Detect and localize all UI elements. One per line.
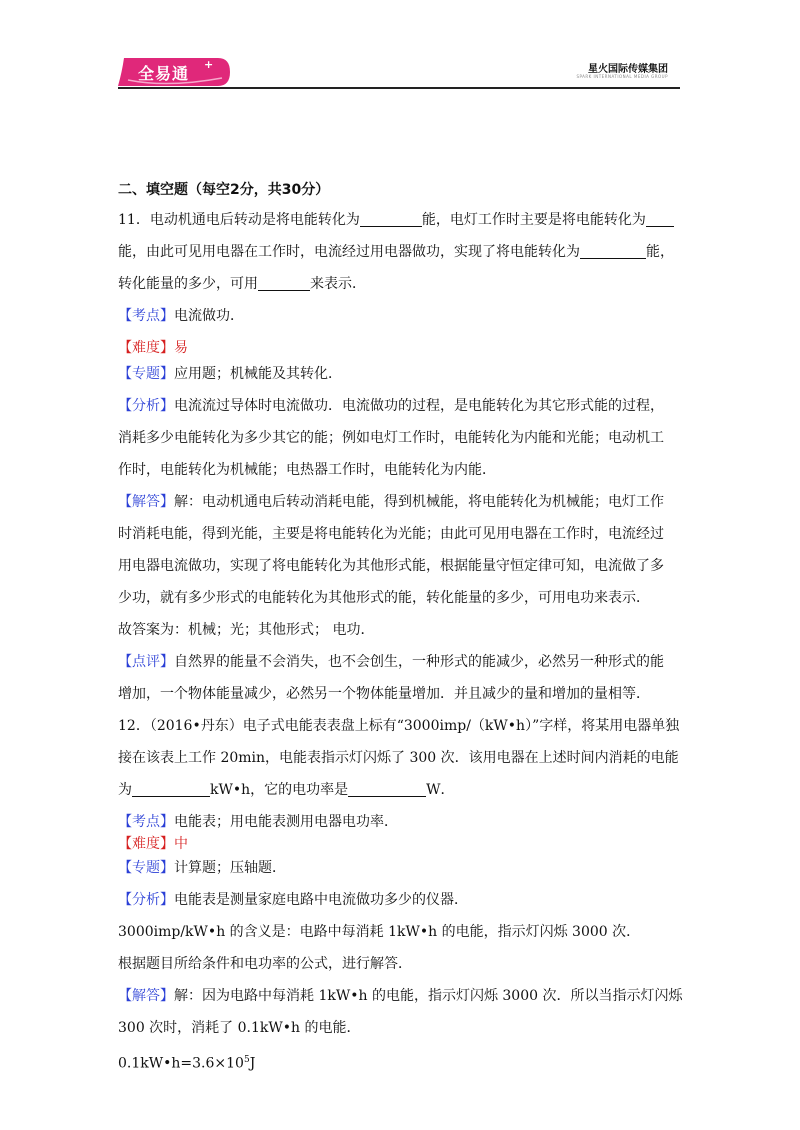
header-divider	[118, 87, 680, 89]
zhuanti-tag: 【专题】	[118, 860, 174, 876]
nandu-tag: 【难度】	[118, 340, 174, 356]
kaodian-text: 电流做功．	[174, 308, 244, 324]
q12-text: W．	[426, 782, 455, 798]
fenxi-text: 电流流过导体时电流做功．电流做功的过程，是电能转化为其它形式能的过程，	[174, 398, 664, 414]
q12-jieda-2: 300 次时，消耗了 0.1kW•h 的电能．	[118, 1020, 361, 1036]
kaodian-tag: 【考点】	[118, 308, 174, 324]
page-header	[118, 56, 680, 90]
q12-stem-line-2: 接在该表上工作 20min，电能表指示灯闪烁了 300 次．该用电器在上述时间内消耗的电能	[118, 750, 679, 766]
q12-zhuanti	[118, 856, 680, 880]
q12-formula	[118, 1048, 680, 1076]
q12-fenxi-3: 根据题目所给条件和电功率的公式，进行解答．	[118, 956, 412, 972]
section-title: 二、填空题（每空2分，共30分）	[118, 182, 330, 198]
jieda-tag: 【解答】	[118, 988, 174, 1004]
fenxi-text: 电能表是测量家庭电路中电流做功多少的仪器．	[174, 892, 468, 908]
company-subtitle: SPARK INTERNATIONAL MEDIA GROUP	[576, 74, 668, 79]
formula-unit: J	[249, 1055, 256, 1072]
q11-blank-4[interactable]	[258, 276, 310, 291]
q12-stem-line-1: 12．（2016•丹东）电子式电能表表盘上标有“3000imp/（kW•h）”字样，将某用电器单独	[118, 718, 680, 734]
zhuanti-tag: 【专题】	[118, 366, 174, 382]
kaodian-tag: 【考点】	[118, 814, 174, 830]
q11-dianping-1	[118, 650, 680, 674]
q11-jieda-3: 用电器电流做功，实现了将电能转化为其他形式能，根据能量守恒定律可知，电流做了多	[118, 558, 664, 574]
q12-blank-2[interactable]	[348, 782, 426, 797]
q11-fenxi-1	[118, 394, 680, 418]
nandu-text: 中	[174, 836, 188, 852]
logo-plus: +	[204, 58, 214, 71]
nandu-text: 易	[174, 340, 188, 356]
q11-text: 能，电灯工作时主要是将电能转化为	[421, 212, 646, 228]
zhuanti-text: 应用题；机械能及其转化．	[174, 366, 342, 382]
q11-text: 能，	[646, 244, 674, 260]
q11-blank-1[interactable]	[360, 212, 422, 227]
q11-dianping-2: 增加，一个物体能量减少，必然另一个物体能量增加．并且减少的量和增加的量相等．	[118, 686, 650, 702]
q11-zhuanti	[118, 362, 680, 386]
q12-jieda-1	[118, 984, 683, 1008]
q12-fenxi-2: 3000imp/kW•h 的含义是：电路中每消耗 1kW•h 的电能，指示灯闪烁 3000 次．	[118, 924, 641, 940]
company-name: 星火国际传媒集团	[588, 64, 668, 75]
dianping-tag: 【点评】	[118, 654, 174, 670]
q11-blank-2[interactable]	[646, 212, 674, 227]
document-body	[118, 178, 683, 1076]
kaodian-text: 电能表；用电能表测用电器电功率．	[174, 814, 398, 830]
q11-fenxi-2: 消耗多少电能转化为多少其它的能；例如电灯工作时，电能转化为内能和光能；电动机工	[118, 430, 664, 446]
q12-fenxi-1	[118, 888, 680, 912]
q12-kaodian	[118, 810, 680, 834]
formula-exponent: 5	[243, 1055, 250, 1065]
q11-stem-line-1	[118, 208, 680, 232]
q11-text: 转化能量的多少，可用	[118, 276, 258, 292]
q11-stem-line-2	[118, 240, 680, 264]
q11-kaodian	[118, 304, 680, 328]
nandu-tag: 【难度】	[118, 836, 174, 852]
q11-blank-3[interactable]	[580, 244, 646, 259]
q11-text: 11．电动机通电后转动是将电能转化为	[118, 212, 360, 228]
jieda-text: 解：电动机通电后转动消耗电能，得到机械能，将电能转化为机械能；电灯工作	[174, 494, 664, 510]
quanyitong-logo	[118, 58, 230, 86]
q11-answer: 故答案为：机械；光；其他形式； 电功．	[118, 622, 375, 638]
q11-text: 能，由此可见用电器在工作时，电流经过用电器做功，实现了将电能转化为	[118, 244, 580, 260]
q11-text: 来表示．	[310, 276, 366, 292]
q12-blank-1[interactable]	[132, 782, 210, 797]
jieda-text: 解：因为电路中每消耗 1kW•h 的电能，指示灯闪烁 3000 次．所以当指示灯闪烁	[174, 988, 683, 1004]
q11-nandu	[118, 336, 680, 360]
fenxi-tag: 【分析】	[118, 398, 174, 414]
fenxi-tag: 【分析】	[118, 892, 174, 908]
q12-text: kW•h，它的电功率是	[210, 782, 349, 798]
logo-text: 全易通	[138, 64, 190, 83]
q11-jieda-4: 少功，就有多少形式的电能转化为其他形式的能，转化能量的多少，可用电功来表示．	[118, 590, 650, 606]
dianping-text: 自然界的能量不会消失，也不会创生，一种形式的能减少，必然另一种形式的能	[174, 654, 664, 670]
q11-jieda-1	[118, 490, 680, 514]
formula-text: 0.1kW•h=3.6×10	[118, 1055, 244, 1072]
q11-jieda-2: 时消耗电能，得到光能，主要是将电能转化为光能；由此可见用电器在工作时，电流经过	[118, 526, 664, 542]
q12-nandu	[118, 834, 680, 854]
q11-stem-line-3	[118, 272, 680, 296]
jieda-tag: 【解答】	[118, 494, 174, 510]
q12-text: 为	[118, 782, 132, 798]
q12-stem-line-3	[118, 778, 680, 802]
zhuanti-text: 计算题；压轴题．	[174, 860, 286, 876]
q11-fenxi-3: 作时，电能转化为机械能；电热器工作时，电能转化为内能．	[118, 462, 496, 478]
